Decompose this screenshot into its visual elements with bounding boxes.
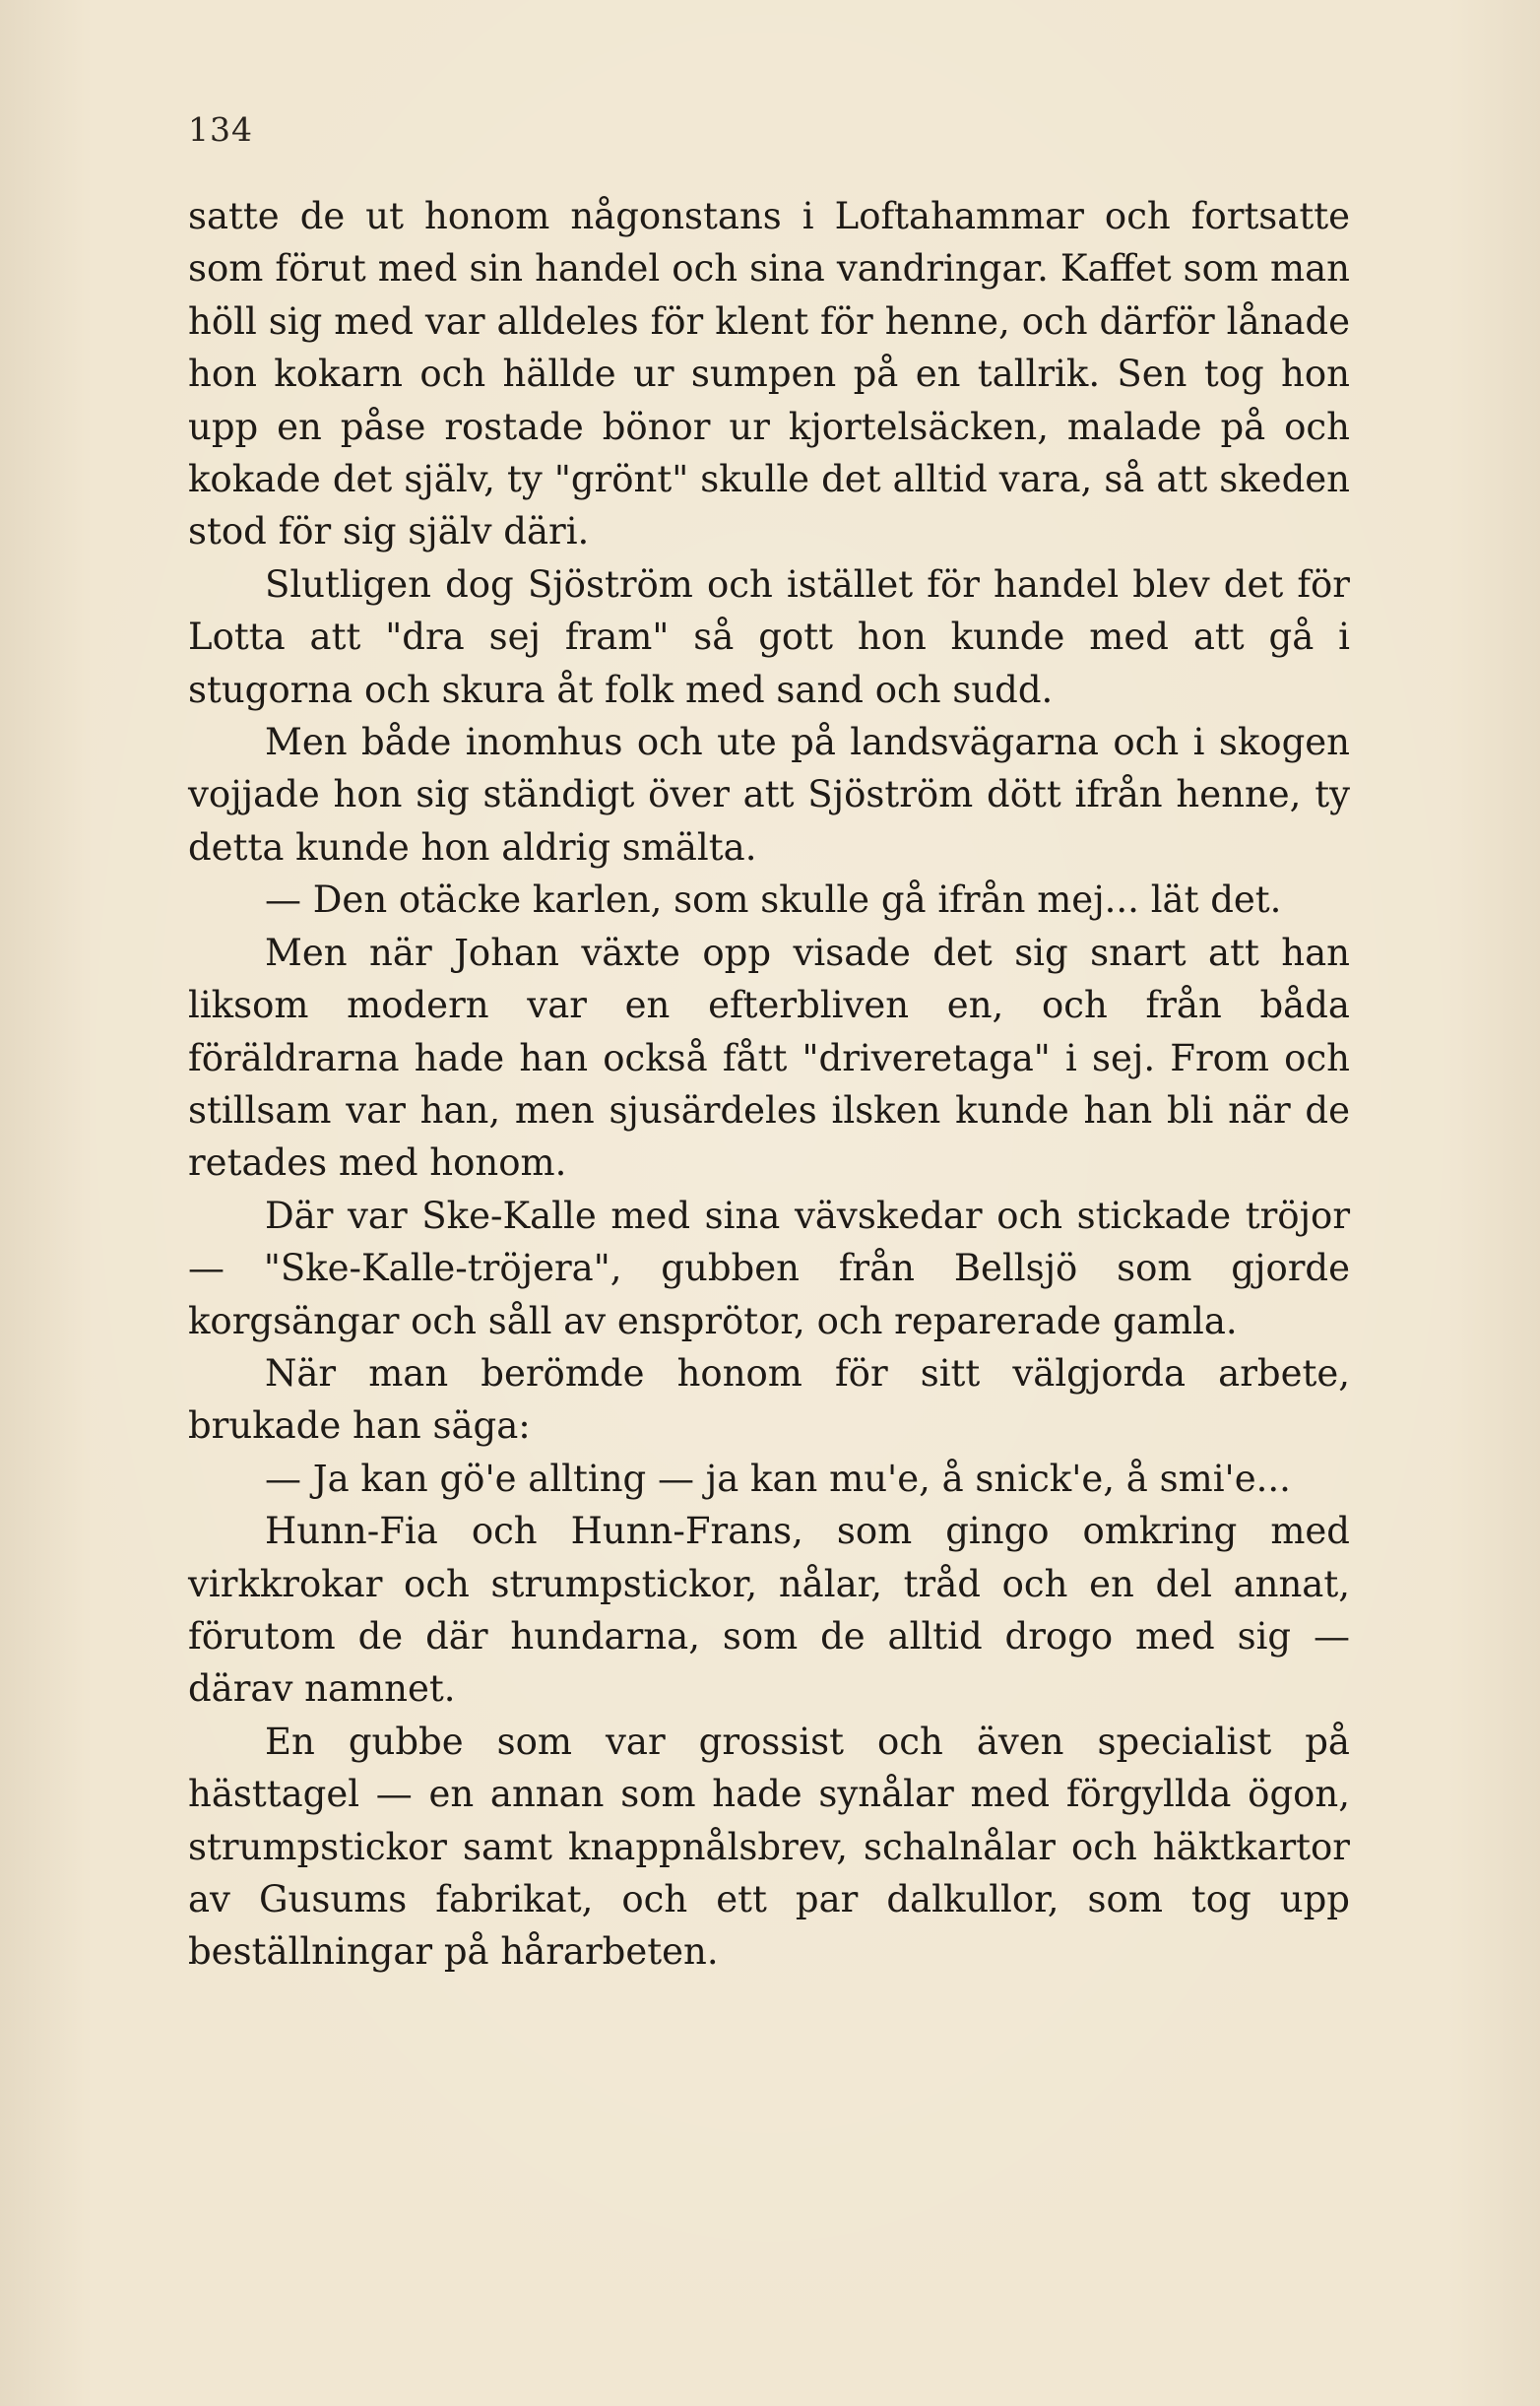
paragraph-2: Slutligen dog Sjöström och istället för handel blev det för Lotta att "dra sej fram" så gott hon kunde med att gå i stugorna och skura åt folk med sand och sudd. bbox=[188, 562, 1350, 711]
paragraph-10: En gubbe som var grossist och även specialist på hästtagel — en annan som hade synålar med förgyllda ögon, strumpstickor samt knappnålsbrev, schalnålar och häktkartor av Gusums fabrikat, och ett par dalkullor, som tog upp beställningar på hårarbeten. bbox=[188, 1720, 1350, 1974]
paragraph-4: — Den otäcke karlen, som skulle gå ifrån mej... lät det. bbox=[265, 878, 1282, 922]
paragraph-5: Men när Johan växte opp visade det sig snart att han liksom modern var en efterbliven en, och från båda föräldrarna hade han också fått "driveretaga" i sej. From och stillsam var han, men sjusärdeles ilsken kunde han bli när de retades med honom. bbox=[188, 931, 1350, 1185]
paragraph-1: satte de ut honom någonstans i Loftahammar och fortsatte som förut med sin handel och sina vandringar. Kaffet som man höll sig med var alldeles för klent för henne, och därför lånade hon kokarn och hällde ur sumpen på en tallrik. Sen tog hon upp en påse rostade bönor ur kjortelsäcken, malade på och kokade det själv, ty "grönt" skulle det alltid vara, så att skeden stod för sig själv däri. bbox=[188, 195, 1350, 553]
paragraph-9: Hunn-Fia och Hunn-Frans, som gingo omkring med virkkrokar och strumpstickor, nålar, tråd och en del annat, förutom de där hundarna, som de alltid drogo med sig — därav namnet. bbox=[188, 1510, 1350, 1711]
body-text bbox=[188, 190, 1350, 1979]
paragraph-6: Där var Ske-Kalle med sina vävskedar och stickade tröjor — "Ske-Kalle-tröjera", gubben från Bellsjö som gjorde korgsängar och såll av ensprötor, och reparerade gamla. bbox=[188, 1194, 1350, 1342]
paragraph-8: — Ja kan gö'e allting — ja kan mu'e, å snick'e, å smi'e... bbox=[265, 1457, 1291, 1500]
paragraph-7: När man berömde honom för sitt välgjorda arbete, brukade han säga: bbox=[188, 1351, 1350, 1448]
paragraph-3: Men både inomhus och ute på landsvägarna och i skogen vojjade hon sig ständigt över att Sjöström dött ifrån henne, ty detta kunde hon aldrig smälta. bbox=[188, 721, 1350, 869]
page-number: 134 bbox=[188, 110, 253, 149]
